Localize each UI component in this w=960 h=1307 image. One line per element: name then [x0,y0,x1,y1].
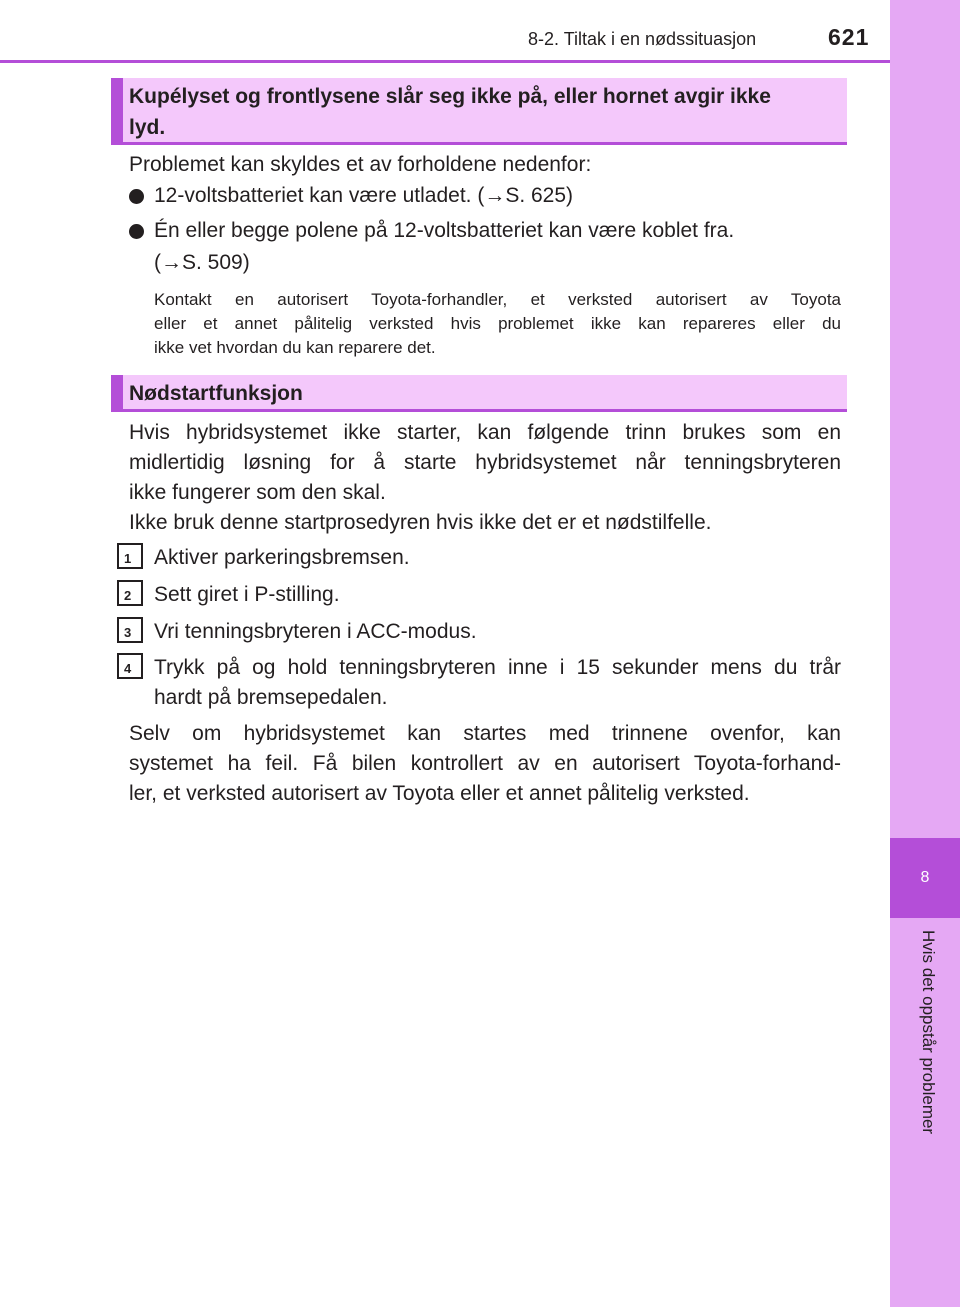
step-number-badge: 2 [117,580,143,606]
bullet-icon [129,224,144,239]
closing-line: Selv om hybridsystemet kan startes med trinnene ovenfor, kan [129,722,841,745]
paragraph-line: Hvis hybridsystemet ikke starter, kan følgende trinn brukes som en [129,421,841,444]
header-section-title: 8-2. Tiltak i en nødssituasjon [528,29,757,49]
header-divider [0,60,890,63]
step-text-continuation: hardt på bremsepedalen. [154,686,388,709]
section-heading-lights [111,78,847,145]
step-text: Vri tenningsbryteren i ACC-modus. [154,620,477,643]
step-text: Aktiver parkeringsbremsen. [154,546,410,569]
warning-line: Ikke bruk denne startprosedyren hvis ikke det er et nødstilfelle. [129,511,712,534]
note-line: Kontakt en autorisert Toyota-forhandler, et verksted autorisert av Toyota [154,290,841,309]
closing-line: ler, et verksted autorisert av Toyota eller et annet pålitelig verksted. [129,782,750,805]
page-number: 621 [828,24,870,50]
bullet-item: 12-voltsbatteriet kan være utladet. (→S. 625) [154,184,574,207]
section-heading-emergency-start: Nødstartfunksjon [111,375,847,412]
intro-text: Problemet kan skyldes et av forholdene nedenfor: [129,153,592,176]
heading-line: lyd. [129,116,166,139]
note-line: ikke vet hvordan du kan reparere det. [154,338,436,357]
step-number-badge: 3 [117,617,143,643]
step-text: Trykk på og hold tenningsbryteren inne i 15 sekunder mens du trår [154,656,841,679]
step-number-badge: 4 [117,653,143,679]
paragraph-line: midlertidig løsning for å starte hybridsystemet når tenningsbryteren [129,451,841,474]
bullet-item: Én eller begge polene på 12-voltsbatteriet kan være koblet fra. [154,219,735,242]
chapter-number-tab: 8 [890,838,960,918]
chapter-title: Hvis det oppstår problemer [919,930,938,1135]
step-text: Sett giret i P-stilling. [154,583,340,606]
bullet-item-continuation: (→S. 509) [154,251,250,274]
bullet-icon [129,189,144,204]
closing-line: systemet ha feil. Få bilen kontrollert av en autorisert Toyota-forhand- [129,752,841,775]
paragraph-line: ikke fungerer som den skal. [129,481,386,504]
note-line: eller et annet pålitelig verksted hvis problemet ikke kan repareres eller du [154,314,841,333]
heading-line: Kupélyset og frontlysene slår seg ikke på, eller hornet avgir ikke [129,85,771,108]
chapter-sidebar [890,0,960,1307]
step-number-badge: 1 [117,543,143,569]
